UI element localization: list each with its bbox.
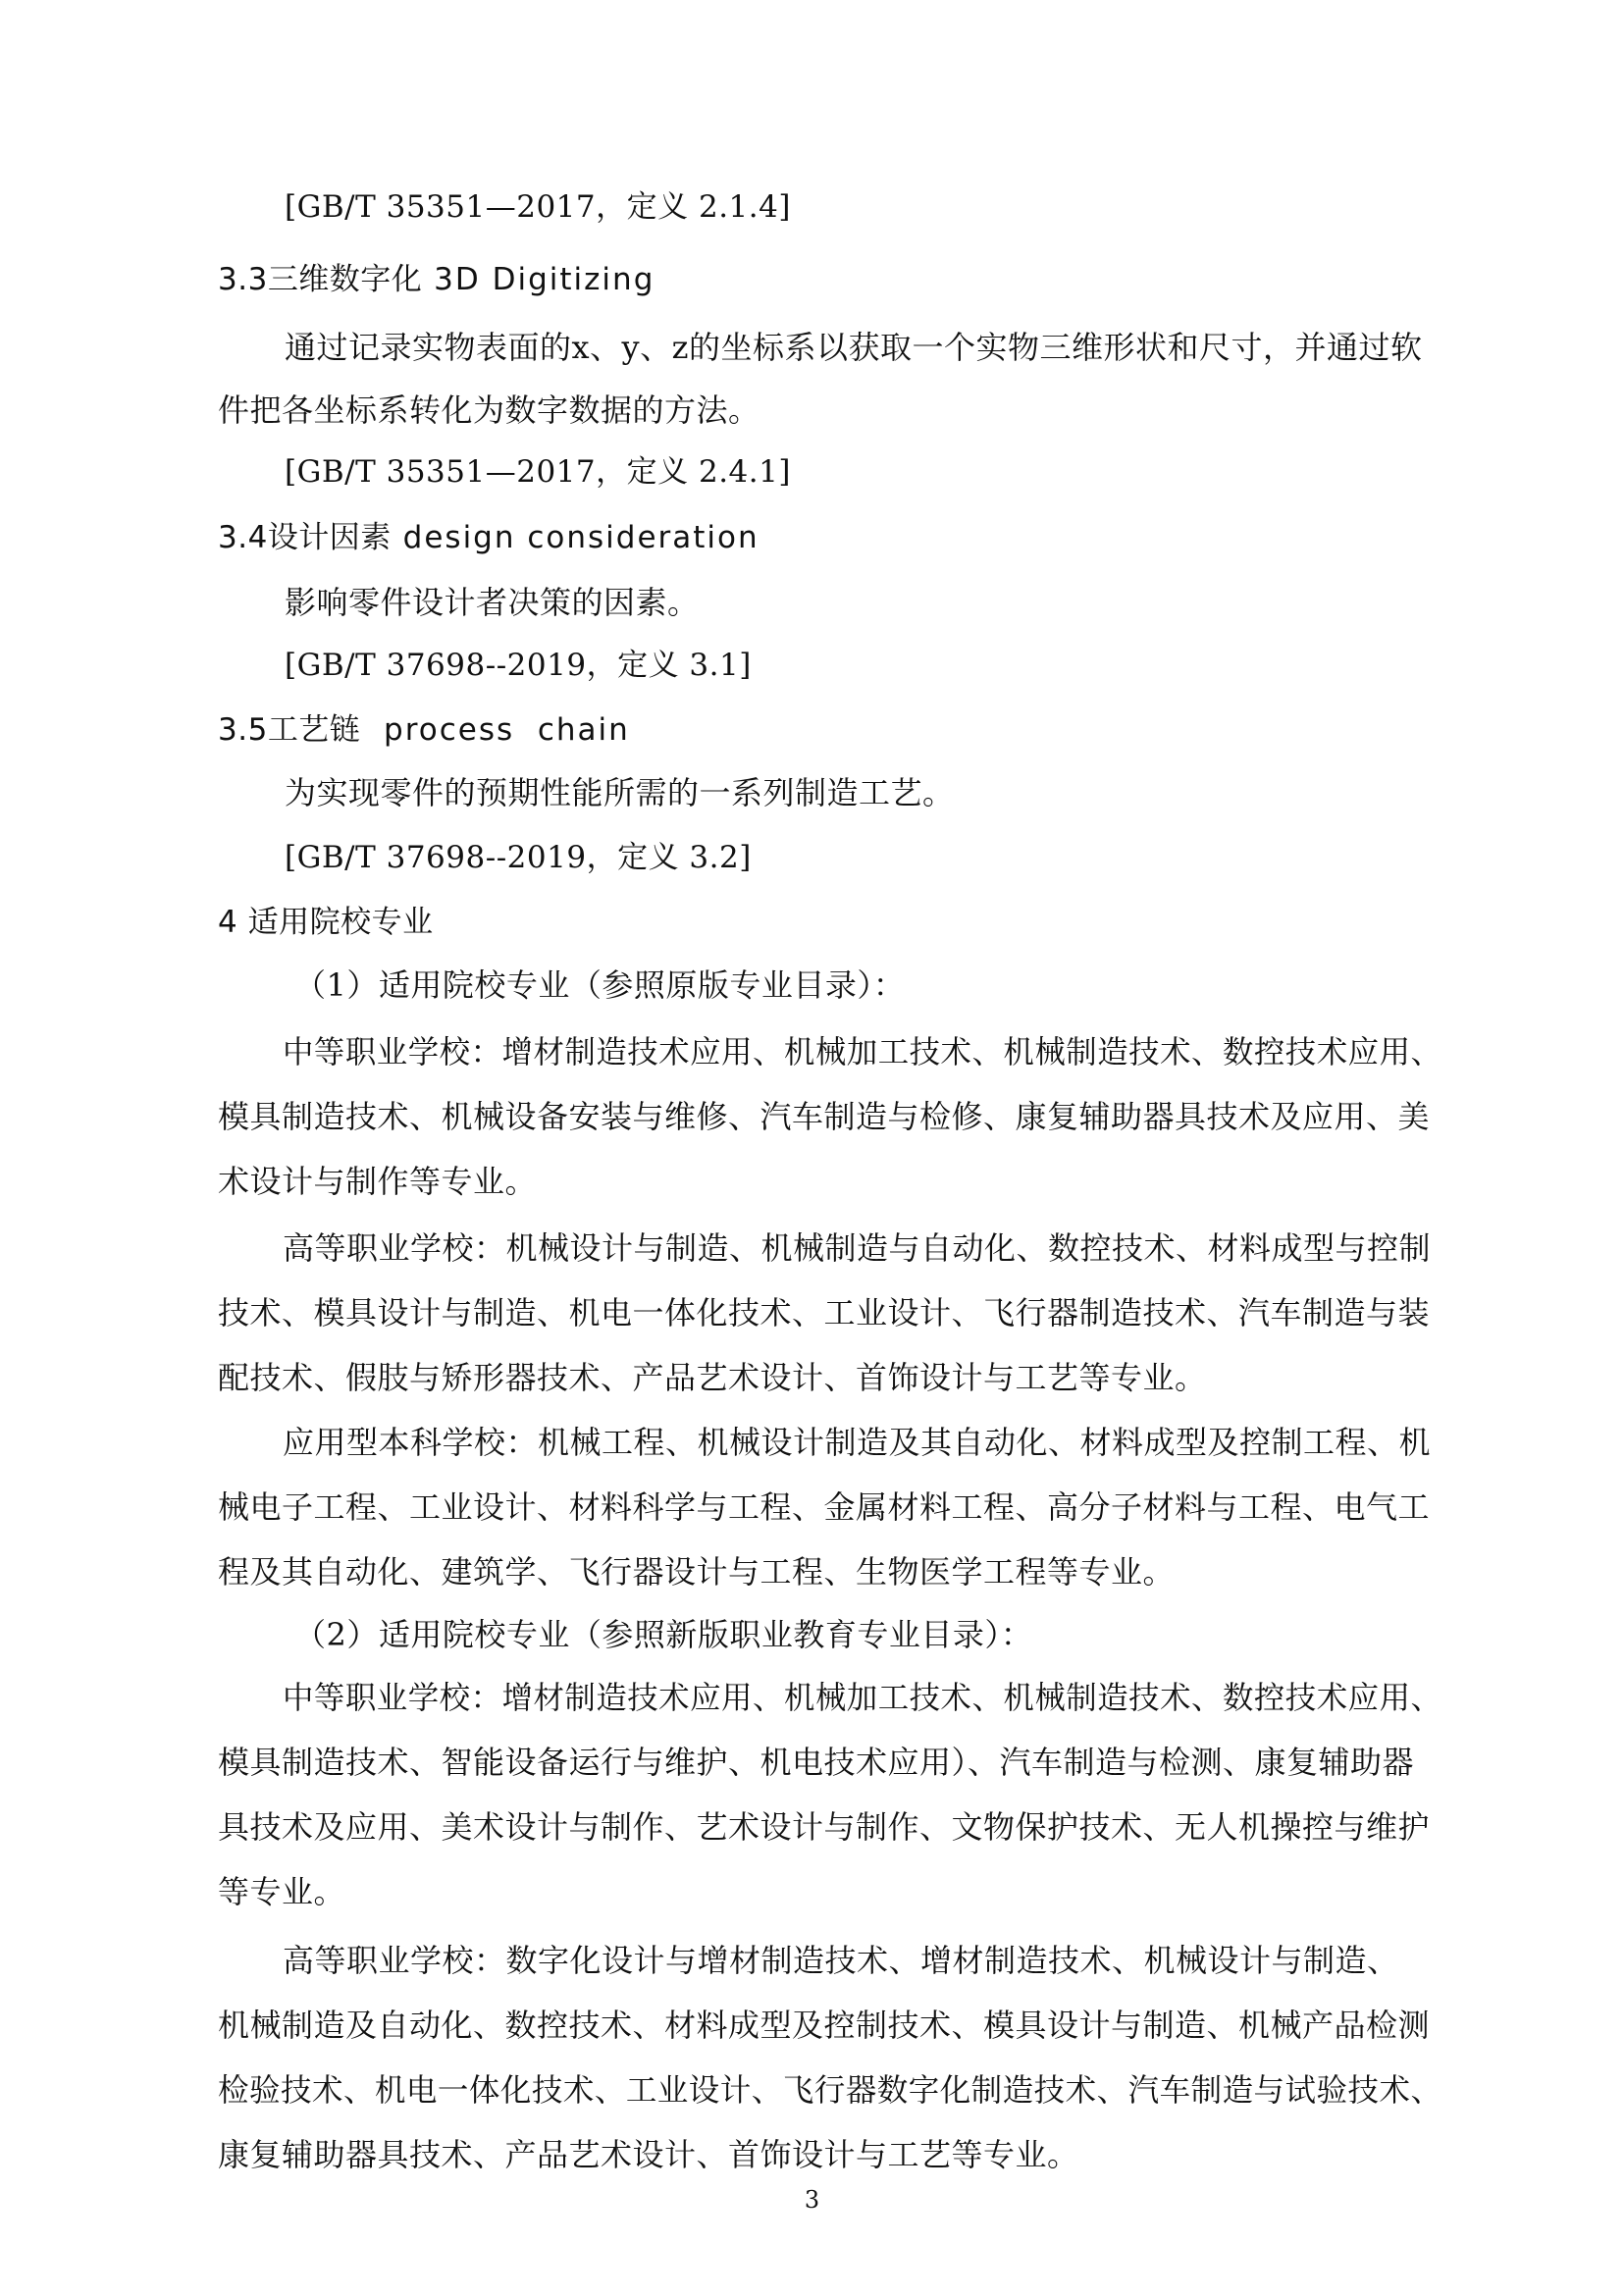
paragraph-line: 技术、模具设计与制造、机电一体化技术、工业设计、飞行器制造技术、汽车制造与装: [218, 1294, 1431, 1331]
paragraph-line: 模具制造技术、机械设备安装与维修、汽车制造与检修、康复辅助器具技术及应用、美: [218, 1098, 1431, 1135]
section-number: 3.3: [218, 262, 268, 297]
paragraph-line: 机械制造及自动化、数控技术、材料成型及控制技术、模具设计与制造、机械产品检测: [218, 2007, 1431, 2044]
section-title-en: 3D Digitizing: [422, 262, 655, 297]
definition-line: 影响零件设计者决策的因素。: [285, 584, 700, 621]
definition-line: 为实现零件的预期性能所需的一系列制造工艺。: [285, 774, 955, 811]
subsection-heading-1: （1）适用院校专业（参照原版专业目录）：: [294, 966, 906, 1004]
section-title-en: process chain: [360, 712, 630, 748]
definition-line: 通过记录实物表面的x、y、z的坐标系以获取一个实物三维形状和尺寸，并通过软: [285, 329, 1423, 366]
paragraph-line: 模具制造技术、智能设备运行与维护、机电技术应用）、汽车制造与检测、康复辅助器: [218, 1744, 1415, 1781]
paragraph-line: 具技术及应用、美术设计与制作、艺术设计与制作、文物保护技术、无人机操控与维护: [218, 1808, 1431, 1846]
paragraph-line: 等专业。: [218, 1873, 346, 1910]
page-number: 3: [804, 2186, 820, 2214]
reference-3-2: [GB/T 37698--2019，定义 3.2]: [285, 840, 752, 875]
paragraph-line: 程及其自动化、建筑学、飞行器设计与工程、生物医学工程等专业。: [218, 1553, 1176, 1591]
subsection-heading-2: （2）适用院校专业（参照新版职业教育专业目录）：: [294, 1616, 1033, 1653]
paragraph-line: 中等职业学校：增材制造技术应用、机械加工技术、机械制造技术、数控技术应用、: [283, 1033, 1442, 1070]
section-4-heading: 4 适用院校专业: [218, 905, 434, 940]
reference-3-1: [GB/T 37698--2019，定义 3.1]: [285, 648, 752, 683]
reference-2-4-1: [GB/T 35351—2017，定义 2.4.1]: [285, 454, 791, 490]
paragraph-line: 中等职业学校：增材制造技术应用、机械加工技术、机械制造技术、数控技术应用、: [283, 1679, 1442, 1716]
section-3-4-heading: [218, 516, 760, 559]
paragraph-line: 高等职业学校：机械设计与制造、机械制造与自动化、数控技术、材料成型与控制: [283, 1229, 1432, 1267]
paragraph-line: 应用型本科学校：机械工程、机械设计制造及其自动化、材料成型及控制工程、机: [283, 1424, 1432, 1461]
definition-line: 件把各坐标系转化为数字数据的方法。: [218, 391, 760, 429]
paragraph-line: 械电子工程、工业设计、材料科学与工程、金属材料工程、高分子材料与工程、电气工: [218, 1488, 1431, 1526]
section-number: 3.4: [218, 520, 268, 555]
section-number: 3.5: [218, 712, 268, 748]
paragraph-line: 配技术、假肢与矫形器技术、产品艺术设计、首饰设计与工艺等专业。: [218, 1359, 1207, 1396]
paragraph-line: 高等职业学校：数字化设计与增材制造技术、增材制造技术、机械设计与制造、: [283, 1942, 1399, 1979]
section-title-zh: 工艺链: [267, 712, 361, 748]
paragraph-line: 检验技术、机电一体化技术、工业设计、飞行器数字化制造技术、汽车制造与试验技术、: [218, 2071, 1442, 2109]
reference-2-1-4: [GB/T 35351—2017，定义 2.1.4]: [285, 189, 791, 225]
section-3-3-heading: [218, 258, 655, 301]
section-title-en: design consideration: [391, 520, 760, 555]
paragraph-line: 术设计与制作等专业。: [218, 1163, 538, 1200]
section-title-zh: 设计因素: [267, 520, 392, 555]
section-title-zh: 三维数字化: [267, 262, 423, 297]
paragraph-line: 康复辅助器具技术、产品艺术设计、首饰设计与工艺等专业。: [218, 2136, 1079, 2173]
section-3-5-heading: [218, 708, 630, 752]
